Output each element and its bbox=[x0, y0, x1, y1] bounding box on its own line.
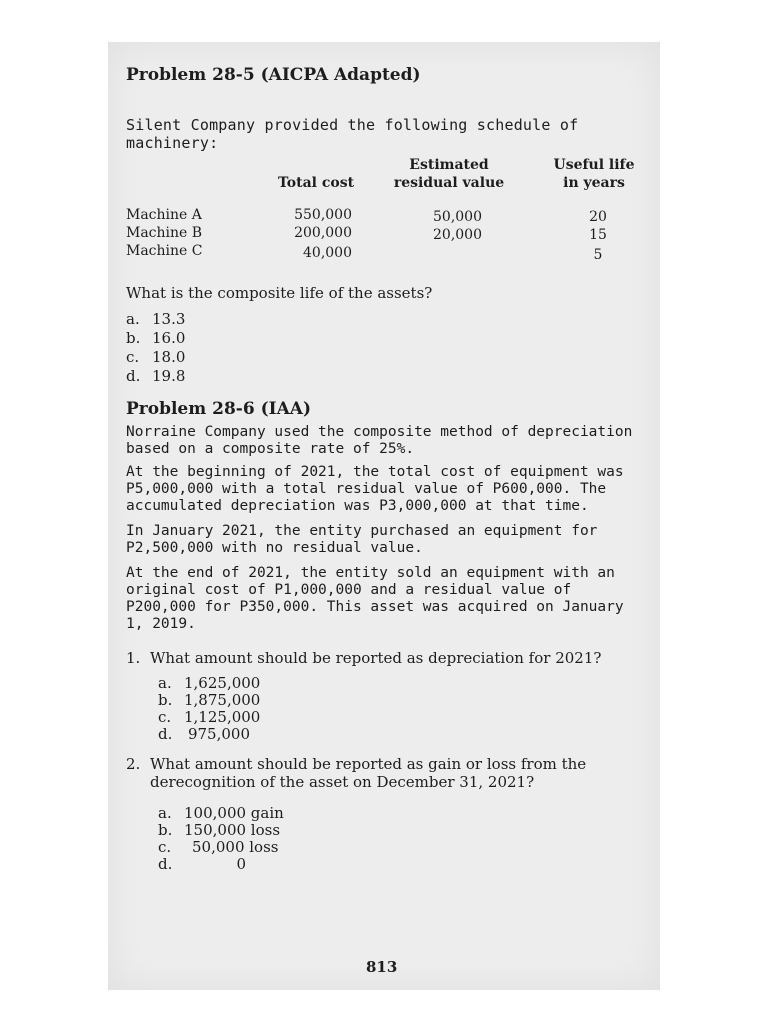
row-b-cost: 200,000 bbox=[294, 225, 352, 241]
machinery-schedule-table bbox=[126, 156, 646, 276]
row-a-residual: 50,000 bbox=[433, 209, 482, 225]
q1-choice-a: a. 1,625,000 bbox=[158, 674, 261, 692]
problem-28-6-title: Problem 28-6 (IAA) bbox=[126, 399, 312, 419]
choice-c: c. 18.0 bbox=[126, 348, 186, 366]
problem-28-6-body bbox=[126, 424, 646, 633]
header-residual-line1: Estimated bbox=[409, 157, 489, 173]
q1-choice-c: c. 1,125,000 bbox=[158, 708, 261, 726]
choice-a: a. 13.3 bbox=[126, 310, 186, 328]
q1-choice-b: b. 1,875,000 bbox=[158, 691, 261, 709]
question-1 bbox=[126, 649, 646, 743]
problem-28-5-title: Problem 28-5 (AICPA Adapted) bbox=[126, 65, 421, 85]
header-residual-line2: residual value bbox=[393, 175, 505, 191]
row-c-name: Machine C bbox=[126, 243, 203, 259]
problem-28-5-question: What is the composite life of the assets? bbox=[126, 284, 433, 302]
paragraph-2: At the beginning of 2021, the total cost of equipment was P5,000,000 with a total residual value of P600,000. The accumulated depreciation was P3,000,000 at that time. bbox=[126, 464, 624, 514]
paragraph-1: Norraine Company used the composite method of depreciation based on a composite rate of 25%. bbox=[126, 424, 633, 457]
row-b-life: 15 bbox=[589, 227, 607, 243]
question-2-text: 2. What amount should be reported as gain or loss from the derecognition of the asset on December 31, 2021? bbox=[126, 755, 587, 791]
row-b-name: Machine B bbox=[126, 225, 203, 241]
header-life-line2: in years bbox=[563, 175, 625, 191]
q2-choice-a: a. 100,000 gain bbox=[158, 804, 284, 822]
question-1-choices bbox=[158, 675, 646, 743]
row-b-residual: 20,000 bbox=[433, 227, 482, 243]
header-life-line1: Useful life bbox=[553, 157, 635, 173]
problem-28-5-choices bbox=[126, 310, 646, 386]
problem-28-5-intro: Silent Company provided the following schedule of machinery: bbox=[126, 116, 579, 152]
page-content bbox=[126, 64, 646, 873]
row-a-life: 20 bbox=[589, 209, 607, 225]
row-c-cost: 40,000 bbox=[303, 245, 352, 261]
problem-28-6 bbox=[126, 398, 646, 873]
q2-choice-b: b. 150,000 loss bbox=[158, 821, 281, 839]
row-a-cost: 550,000 bbox=[294, 207, 352, 223]
row-a-name: Machine A bbox=[126, 207, 202, 223]
q2-choice-d: d. 0 bbox=[158, 855, 246, 873]
row-c-life: 5 bbox=[593, 247, 603, 263]
question-1-text: 1. What amount should be reported as depreciation for 2021? bbox=[126, 649, 602, 667]
choice-b: b. 16.0 bbox=[126, 329, 186, 347]
paragraph-4: At the end of 2021, the entity sold an equipment with an original cost of P1,000,000 and a residual value of P200,000 for P350,000. This asset was acquired on January 1, 2019. bbox=[126, 565, 624, 632]
question-2-choices bbox=[158, 805, 646, 873]
paragraph-3: In January 2021, the entity purchased an equipment for P2,500,000 with no residual value. bbox=[126, 523, 598, 556]
q2-choice-c: c. 50,000 loss bbox=[158, 838, 279, 856]
q1-choice-d: d. 975,000 bbox=[158, 725, 250, 743]
choice-d: d. 19.8 bbox=[126, 367, 186, 385]
header-total-cost: Total cost bbox=[277, 175, 355, 191]
question-2 bbox=[126, 755, 646, 873]
page-number: 813 bbox=[366, 958, 398, 976]
